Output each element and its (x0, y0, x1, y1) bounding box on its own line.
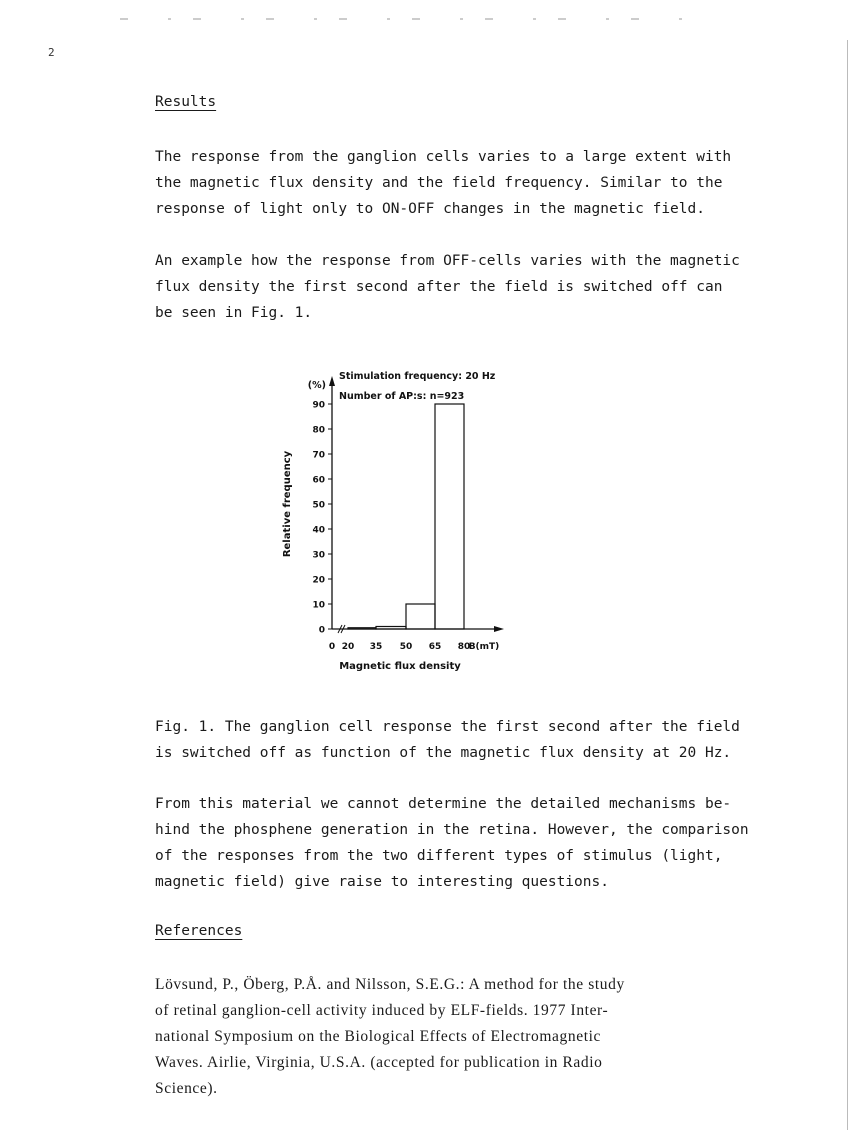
x-axis-title: Magnetic flux density (339, 661, 461, 672)
x-tick-label: 35 (369, 642, 383, 652)
y-tick-label: 40 (312, 525, 325, 536)
discussion-paragraph: From this material we cannot determine the detailed mechanisms be- hind the phosphene generation in the retina. However, the comparison of the responses from the two different types of stimulus (light, magnetic field) give raise to interesting questions. (155, 796, 749, 890)
y-tick-label: 70 (312, 450, 325, 461)
y-axis-title: Relative frequency (282, 450, 293, 558)
y-axis-arrow (329, 376, 335, 386)
histogram-bar (435, 404, 464, 629)
x-axis-arrow (494, 626, 504, 632)
x-tick-label: 50 (399, 642, 413, 652)
scan-top-edge (0, 18, 852, 20)
y-tick-label: 10 (312, 600, 325, 611)
reference-entry: Lövsund, P., Öberg, P.Å. and Nilsson, S.E.G.: A method for the study of retinal ganglion-cell activity induced by ELF-fields. 1977 Inter- national Symposium on the Biological Effects of Electromagnetic Waves. Airlie, Virginia, U.S.A. (accepted for publication in Radio Science). (155, 976, 625, 1097)
y-tick-label: 30 (312, 550, 325, 561)
annotation-stimulation-frequency: Stimulation frequency: 20 Hz (339, 371, 496, 382)
results-paragraph-2: An example how the response from OFF-cells varies with the magnetic flux density the first second after the field is switched off can be seen in Fig. 1. (155, 253, 740, 321)
histogram-bar (376, 627, 406, 630)
references-heading: References (155, 923, 243, 939)
y-tick-label: 0 (318, 625, 325, 636)
x-tick-label: 0 (328, 642, 336, 652)
x-tick-label: 80 (457, 642, 471, 652)
histogram-bar (406, 604, 435, 629)
y-unit-label: (%) (307, 380, 326, 391)
y-tick-label: 90 (312, 400, 325, 411)
x-tick-label: 65 (428, 642, 442, 652)
results-paragraph-1: The response from the ganglion cells varies to a large extent with the magnetic flux density and the field frequency. Similar to the response of light only to ON-OFF changes in the magnetic field. (155, 149, 732, 217)
y-tick-label: 20 (312, 575, 325, 586)
x-unit-label: B(mT) (468, 642, 500, 652)
annotation-number-of-aps: Number of AP:s: n=923 (339, 391, 465, 402)
y-tick-label: 50 (312, 500, 325, 511)
x-tick-label: 20 (341, 642, 355, 652)
y-tick-label: 80 (312, 425, 325, 436)
figure-1-chart (270, 362, 530, 682)
figure-caption: Fig. 1. The ganglion cell response the first second after the field is switched off as function of the magnetic flux density at 20 Hz. (155, 719, 740, 761)
y-tick-label: 60 (312, 475, 325, 486)
scan-right-edge (847, 40, 848, 1130)
page-number: 2 (48, 46, 55, 59)
results-heading: Results (155, 94, 217, 110)
